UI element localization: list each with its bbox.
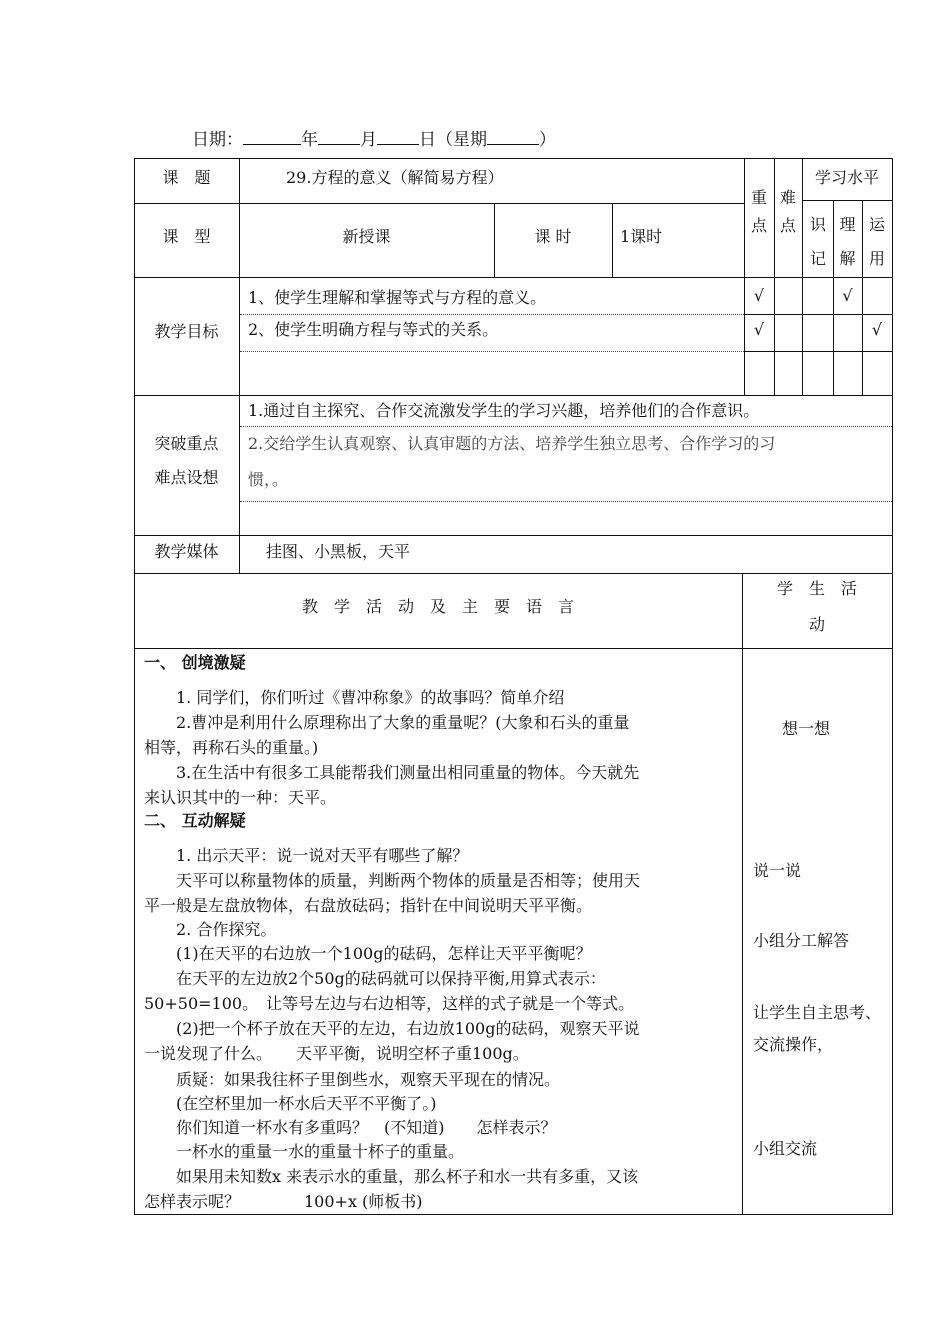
s2-line-8: (2)把一个杯子放在天平的左边，右边放100g的砝码，观察天平说 <box>144 1019 640 1038</box>
media-label: 教学媒体 <box>154 542 219 561</box>
student-activity-group-solve: 小组分工解答 <box>753 931 850 950</box>
goal-1-key-check: √ <box>753 286 765 305</box>
section2-title: 二、 互动解疑 <box>144 811 246 830</box>
breakthrough-label-1: 突破重点 <box>154 434 219 453</box>
hours-value: 1课时 <box>620 227 663 246</box>
goal-1-understand-check: √ <box>842 286 853 305</box>
s1-p3b: 来认识其中的一种：天平。 <box>144 788 337 807</box>
s2-line-1: 1. 出示天平：说一说对天平有哪些了解？ <box>144 846 469 865</box>
date-line <box>192 125 556 150</box>
goal-2: 2、使学生明确方程与等式的关系。 <box>248 320 499 339</box>
difficulty-header: 难点 <box>779 188 796 235</box>
level-apply: 运用 <box>868 215 885 268</box>
day-label: 日（星期 <box>419 130 487 150</box>
level-memorize: 识记 <box>809 215 826 268</box>
day-blank <box>377 130 419 145</box>
student-header-1: 学 生 活 <box>776 579 857 598</box>
student-activity-think-self-a: 让学生自主思考、 <box>753 1003 882 1022</box>
year-label: 年 <box>301 130 318 150</box>
breakthrough-label-2: 难点设想 <box>154 468 219 487</box>
student-activity-think: 想一想 <box>782 719 831 738</box>
type-value: 新授课 <box>342 227 391 246</box>
key-point-header: 重点 <box>750 188 767 235</box>
s2-line-3: 平一般是左盘放物体，右盘放砝码；指针在中间说明天平平衡。 <box>144 896 593 915</box>
s2-line-6: 在天平的左边放2个50g的砝码就可以保持平衡,用算式表示： <box>144 969 606 988</box>
s2-line-11: (在空杯里加一杯水后天平不平衡了。) <box>144 1094 437 1113</box>
month-label: 月 <box>360 130 377 150</box>
s2-line-14: 如果用未知数x 来表示水的重量，那么杯子和水一共有多重，又该 <box>144 1167 639 1186</box>
breakthrough-2a: 2.交给学生认真观察、认真审题的方法、培养学生独立思考、合作学习的习 <box>248 434 776 453</box>
student-activity-think-self-b: 交流操作， <box>753 1035 834 1054</box>
topic-label: 课 题 <box>162 168 211 187</box>
s2-line-7: 50+50=100。 让等号左边与右边相等，这样的式子就是一个等式。 <box>144 994 635 1013</box>
s2-line-9: 一说发现了什么。 天平平衡，说明空杯子重100g。 <box>144 1044 529 1063</box>
weekday-blank <box>487 130 539 145</box>
s1-p2a: 2.曹冲是利用什么原理称出了大象的重量呢？(大象和石头的重量 <box>144 713 630 732</box>
section1-title: 一、 创境激疑 <box>144 653 246 672</box>
date-label: 日期： <box>192 130 243 150</box>
s2-line-12: 你们知道一杯水有多重吗？ (不知道) 怎样表示？ <box>144 1118 557 1137</box>
s2-line-10: 质疑：如果我往杯子里倒些水，观察天平现在的情况。 <box>144 1070 561 1089</box>
student-activity-say: 说一说 <box>753 861 802 880</box>
level-understand: 理解 <box>839 215 856 268</box>
hours-label: 课 时 <box>534 227 572 246</box>
goal-2-apply-check: √ <box>871 320 883 339</box>
media-value: 挂图、小黑板，天平 <box>266 542 411 561</box>
date-close: ） <box>539 130 556 150</box>
s2-line-5: (1)在天平的右边放一个100g的砝码，怎样让天平平衡呢？ <box>144 944 592 963</box>
activity-header: 教 学 活 动 及 主 要 语 言 <box>301 597 574 616</box>
goals-label: 教学目标 <box>154 322 219 341</box>
topic-value: 29.方程的意义（解简易方程） <box>286 168 504 187</box>
year-blank <box>243 130 301 145</box>
s2-line-15: 怎样表示呢？ 100+x (师板书) <box>144 1192 423 1211</box>
student-header-2: 动 <box>808 615 825 634</box>
learning-level-header: 学习水平 <box>814 168 879 187</box>
s2-line-2: 天平可以称量物体的质量，判断两个物体的质量是否相等；使用天 <box>144 871 641 890</box>
student-activity-group-exchange: 小组交流 <box>753 1139 818 1158</box>
s1-p2b: 相等，再称石头的重量。) <box>144 738 319 757</box>
goal-2-key-check: √ <box>753 320 765 339</box>
month-blank <box>318 130 360 145</box>
s1-p3a: 3.在生活中有很多工具能帮我们测量出相同重量的物体。今天就先 <box>144 763 640 782</box>
goal-1: 1、使学生理解和掌握等式与方程的意义。 <box>248 288 547 307</box>
s2-line-13: 一杯水的重量一水的重量十杯子的重量。 <box>144 1142 465 1161</box>
s2-line-4: 2. 合作探究。 <box>144 920 277 939</box>
breakthrough-2b: 惯，。 <box>248 470 289 489</box>
type-label: 课 型 <box>162 227 211 246</box>
breakthrough-1: 1.通过自主探究、合作交流激发学生的学习兴趣，培养他们的合作意识。 <box>248 401 760 420</box>
s1-p1: 1. 同学们，你们听过《曹冲称象》的故事吗？简单介绍 <box>144 688 565 707</box>
